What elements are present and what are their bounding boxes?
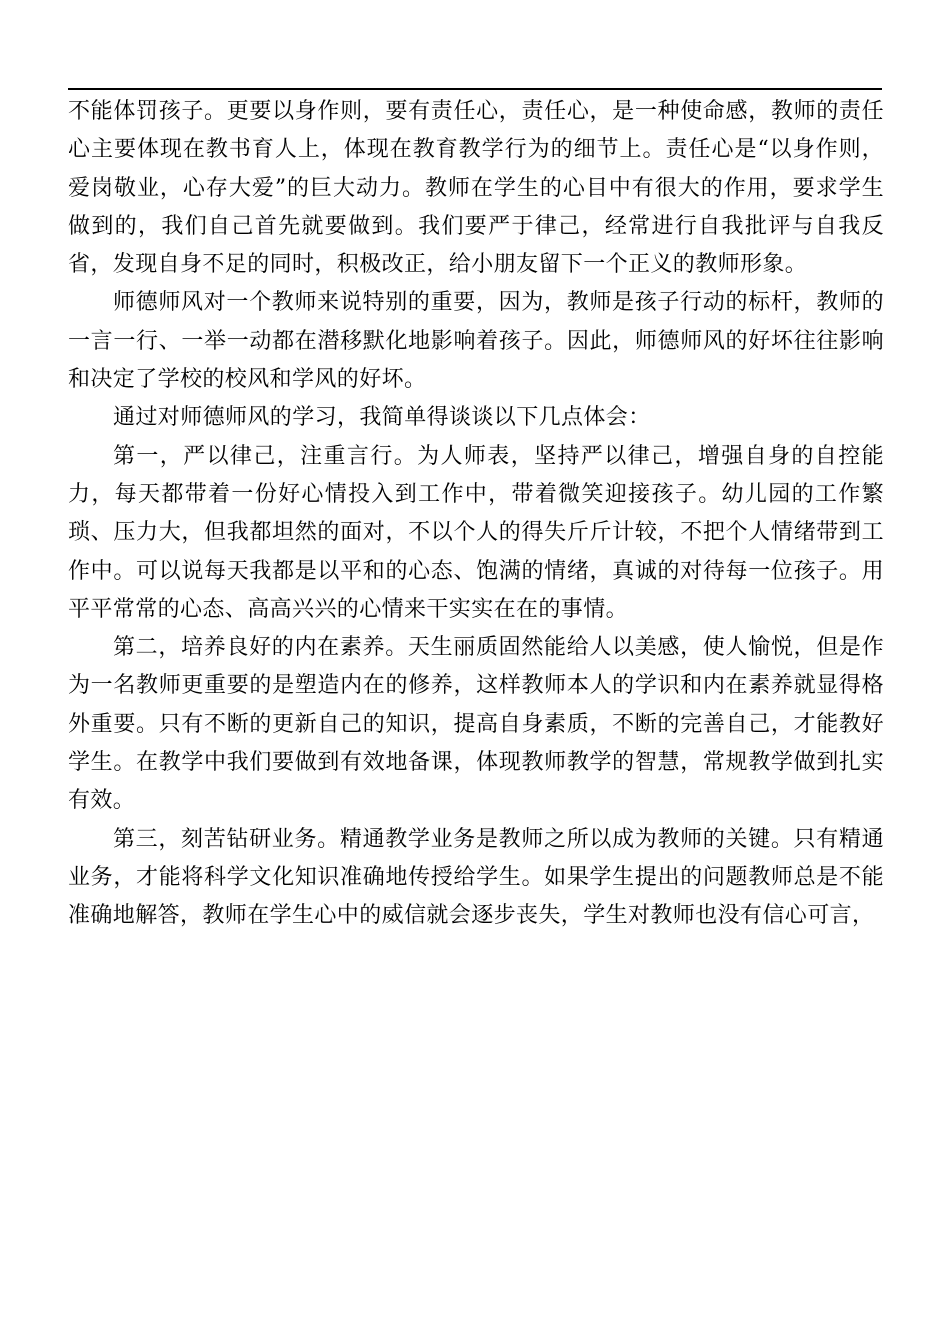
header-rule [68,88,882,90]
paragraph-3: 通过对师德师风的学习，我简单得谈谈以下几点体会： [113,405,651,431]
document-body [68,93,884,936]
paragraph-1: 不能体罚孩子。更要以身作则，要有责任心，责任心，是一种使命感，教师的责任心主要体现在教书育人上，体现在教育教学行为的细节上。责任心是“以身作则，爱岗敬业，心存大爱”的巨大动力。教师在学生的心目中有很大的作用，要求学生做到的，我们自己首先就要做到。我们要严于律己，经常进行自我批评与自我反省，发现自身不足的同时，积极改正，给小朋友留下一个正义的教师形象。 [68,99,884,278]
paragraph-5: 第二，培养良好的内在素养。天生丽质固然能给人以美感，使人愉悦，但是作为一名教师更重要的是塑造内在的修养，这样教师本人的学识和内在素养就显得格外重要。只有不断的更新自己的知识，提高自身素质，不断的完善自己，才能教好学生。在教学中我们要做到有效地备课，体现教师教学的智慧，常规教学做到扎实有效。 [68,635,884,814]
paragraph-6: 第三，刻苦钻研业务。精通教学业务是教师之所以成为教师的关键。只有精通业务，才能将科学文化知识准确地传授给学生。如果学生提出的问题教师总是不能准确地解答，教师在学生心中的威信就会逐步丧失，学生对教师也没有信心可言， [68,826,884,929]
paragraph-4: 第一，严以律己，注重言行。为人师表，坚持严以律己，增强自身的自控能力，每天都带着一份好心情投入到工作中，带着微笑迎接孩子。幼儿园的工作繁琐、压力大，但我都坦然的面对，不以个人的得失斤斤计较，不把个人情绪带到工作中。可以说每天我都是以平和的心态、饱满的情绪，真诚的对待每一位孩子。用平平常常的心态、高高兴兴的心情来干实实在在的事情。 [68,443,884,622]
paragraph-2: 师德师风对一个教师来说特别的重要，因为，教师是孩子行动的标杆，教师的一言一行、一举一动都在潜移默化地影响着孩子。因此，师德师风的好坏往往影响和决定了学校的校风和学风的好坏。 [68,290,884,393]
